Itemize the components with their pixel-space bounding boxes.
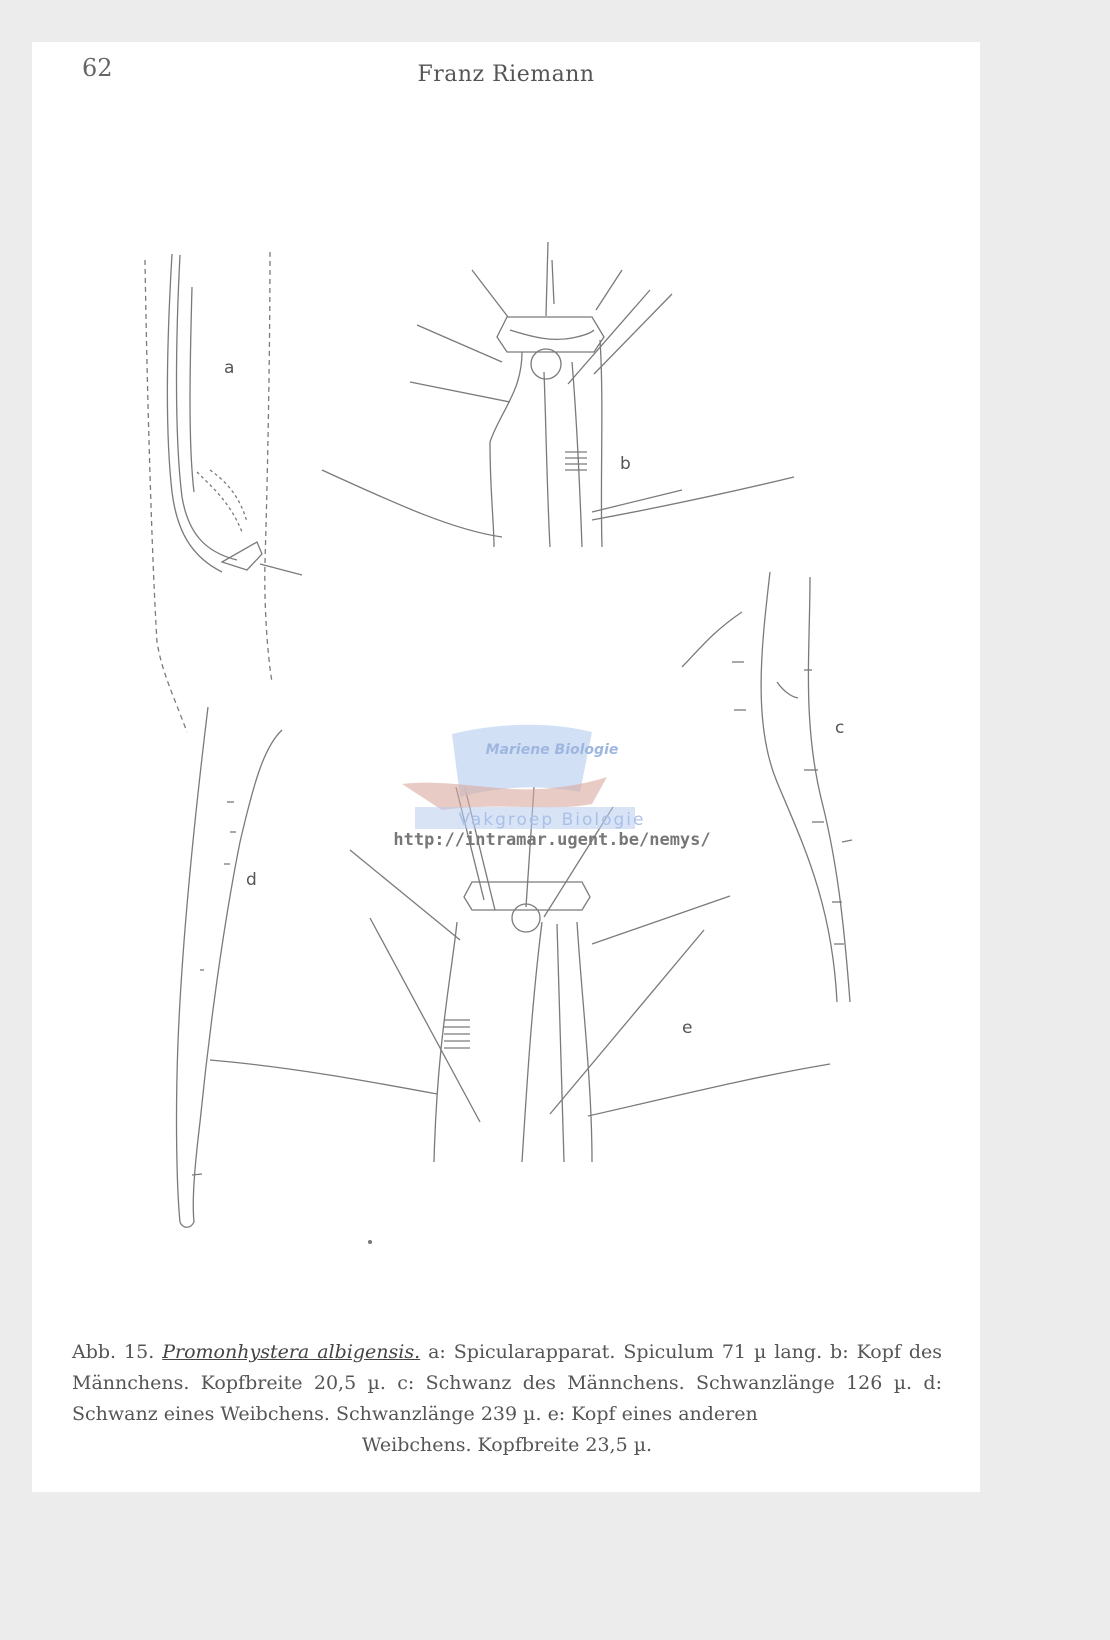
watermark-org-name: Mariene Biologie	[485, 742, 619, 758]
panel-b-drawing	[322, 242, 794, 547]
panel-d-drawing	[177, 707, 282, 1227]
species-name: Promonhystera albigensis.	[162, 1341, 421, 1363]
ink-dot	[368, 1240, 372, 1244]
panel-label-a: a	[224, 358, 235, 378]
watermark-group: Vakgroep Biologie	[458, 810, 646, 830]
panel-label-d: d	[246, 870, 257, 890]
watermark-url: http://intramar.ugent.be/nemys/	[393, 830, 711, 850]
watermark	[392, 742, 712, 850]
figure-number: Abb. 15.	[72, 1341, 155, 1363]
panel-label-e: e	[682, 1018, 693, 1038]
page-number: 62	[82, 54, 113, 82]
panel-label-b: b	[620, 454, 631, 474]
caption-text-end: Weibchens. Kopfbreite 23,5 µ.	[361, 1434, 653, 1456]
panel-a-drawing	[145, 252, 302, 732]
caption-text: a: Spicularapparat. Spiculum 71 µ lang. b: Kopf des Männchens. Kopfbreite 20,5 µ. c: Schwanz des Männchens. Schwanzlänge 126 µ. d: Schwanz eines Weibchens. Schwanzlänge 239 µ. e: Kopf eines anderen	[72, 1341, 943, 1425]
panel-label-c: c	[835, 718, 845, 738]
nematode-illustration	[32, 42, 980, 1322]
figure-caption	[72, 1337, 942, 1461]
running-title: Franz Riemann	[417, 62, 595, 87]
book-page	[32, 42, 980, 1492]
